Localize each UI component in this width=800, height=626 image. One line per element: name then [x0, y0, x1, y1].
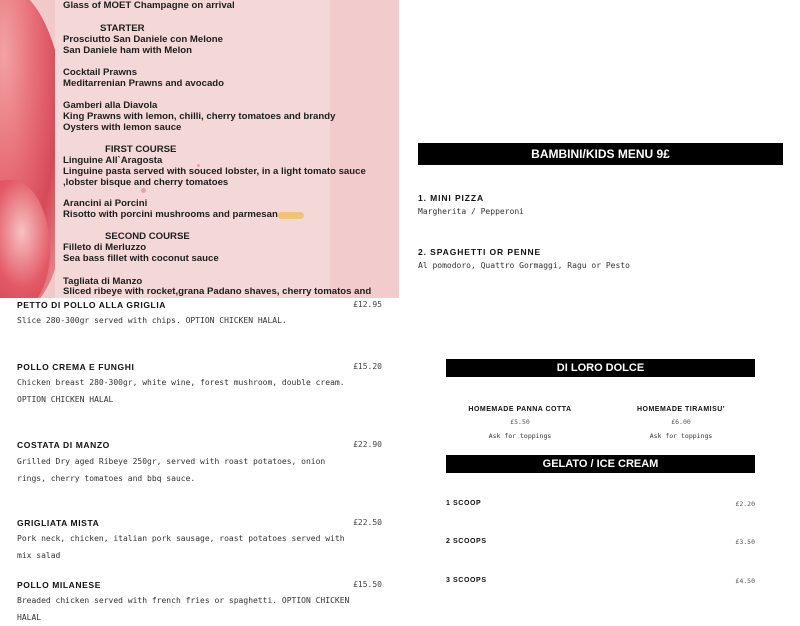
dolce-title: DI LORO DOLCE — [446, 359, 755, 377]
dish-name: PETTO DI POLLO ALLA GRIGLIA — [17, 300, 167, 310]
menu-line: Tagliata di Manzo — [63, 276, 143, 287]
dish-price: £15.20 — [353, 362, 382, 371]
dish-price: £15.50 — [353, 580, 382, 589]
dish-name: POLLO CREMA E FUNGHI — [17, 362, 135, 372]
decorative-dot — [141, 188, 146, 193]
dish-price: £12.95 — [353, 300, 382, 309]
dish-description: Breaded chicken served with french fries or spaghetti. OPTION CHICKEN HALAL — [17, 596, 350, 622]
dish-price: £22.90 — [353, 440, 382, 449]
dish-description: Grilled Dry aged Ribeye 250gr, served with roast potatoes, onion rings, cherry tomatoes and bbq sauce. — [17, 457, 326, 483]
menu-line: Filleto di Merluzzo — [63, 242, 147, 253]
decorative-smear — [278, 212, 304, 219]
dish-description: Chicken breast 280-300gr, white wine, forest mushroom, double cream. OPTION CHICKEN HALAL — [17, 378, 345, 404]
dish-name: GRIGLIATA MISTA — [17, 518, 100, 528]
menu-line: Meditarrenian Prawns and avocado — [63, 78, 225, 89]
gelato-item-name: 2 SCOOPS — [446, 538, 487, 545]
kids-item-name: 1. MINI PIZZA — [418, 193, 485, 203]
dish-name: POLLO MILANESE — [17, 580, 101, 590]
gelato-title: GELATO / ICE CREAM — [446, 455, 755, 473]
overlay-menu-card — [0, 0, 399, 298]
menu-line: Cocktail Prawns — [63, 67, 138, 78]
dolce-item-price: £6.00 — [671, 418, 691, 426]
dolce-item-note: Ask for toppings — [488, 432, 552, 440]
menu-line: Prosciutto San Daniele con Melone — [63, 34, 223, 45]
dolce-item-name: HOMEMADE PANNA COTTA — [468, 406, 572, 413]
dish-description: Slice 280-300gr served with chips. OPTION CHICKEN HALAL. — [17, 316, 287, 325]
menu-line: Gamberi alla Diavola — [63, 100, 158, 111]
kids-item-description: Al pomodoro, Quattro Gormaggi, Ragu or Pesto — [418, 261, 630, 270]
menu-heading-second-course: SECOND COURSE — [105, 231, 190, 242]
kids-item-name: 2. SPAGHETTI OR PENNE — [418, 247, 542, 257]
menu-line: Risotto with porcini mushrooms and parmesan — [63, 209, 278, 220]
kids-menu-title: BAMBINI/KIDS MENU 9£ — [418, 143, 783, 165]
dish-price: £22.50 — [353, 518, 382, 527]
gelato-item-price: £2.20 — [735, 500, 755, 508]
menu-line: ,lobster bisque and cherry tomatoes — [63, 177, 229, 188]
dish-description: Pork neck, chicken, italian pork sausage, roast potatoes served with mix salad — [17, 534, 345, 560]
menu-card-edge — [330, 0, 399, 298]
menu-line: Linguine All`Aragosta — [63, 155, 163, 166]
menu-line: Sliced ribeye with rocket,grana Padano shaves, cherry tomatos and — [63, 286, 372, 297]
gelato-item-price: £3.50 — [735, 538, 755, 546]
menu-line: Glass of MOET Champagne on arrival — [63, 0, 235, 11]
gelato-item-name: 1 SCOOP — [446, 500, 482, 507]
dolce-item-price: £5.50 — [510, 418, 530, 426]
dolce-item-note: Ask for toppings — [649, 432, 713, 440]
dolce-item-name: HOMEMADE TIRAMISU' — [636, 406, 726, 413]
menu-line: King Prawns with lemon, chilli, cherry tomatoes and brandy — [63, 111, 336, 122]
dish-name: COSTATA DI MANZO — [17, 440, 110, 450]
gelato-item-name: 3 SCOOPS — [446, 577, 487, 584]
menu-line: Sea bass fillet with coconut sauce — [63, 253, 219, 264]
menu-heading-first-course: FIRST COURSE — [105, 144, 177, 155]
gelato-item-price: £4.50 — [735, 577, 755, 585]
menu-line: Linguine pasta served with souced lobster, in a light tomato sauce — [63, 166, 366, 177]
menu-line: San Daniele ham with Melon — [63, 45, 193, 56]
menu-line: Oysters with lemon sauce — [63, 122, 182, 133]
menu-heading-starter: STARTER — [100, 23, 145, 34]
menu-line: Arancini ai Porcini — [63, 198, 148, 209]
kids-item-description: Margherita / Pepperoni — [418, 207, 524, 216]
